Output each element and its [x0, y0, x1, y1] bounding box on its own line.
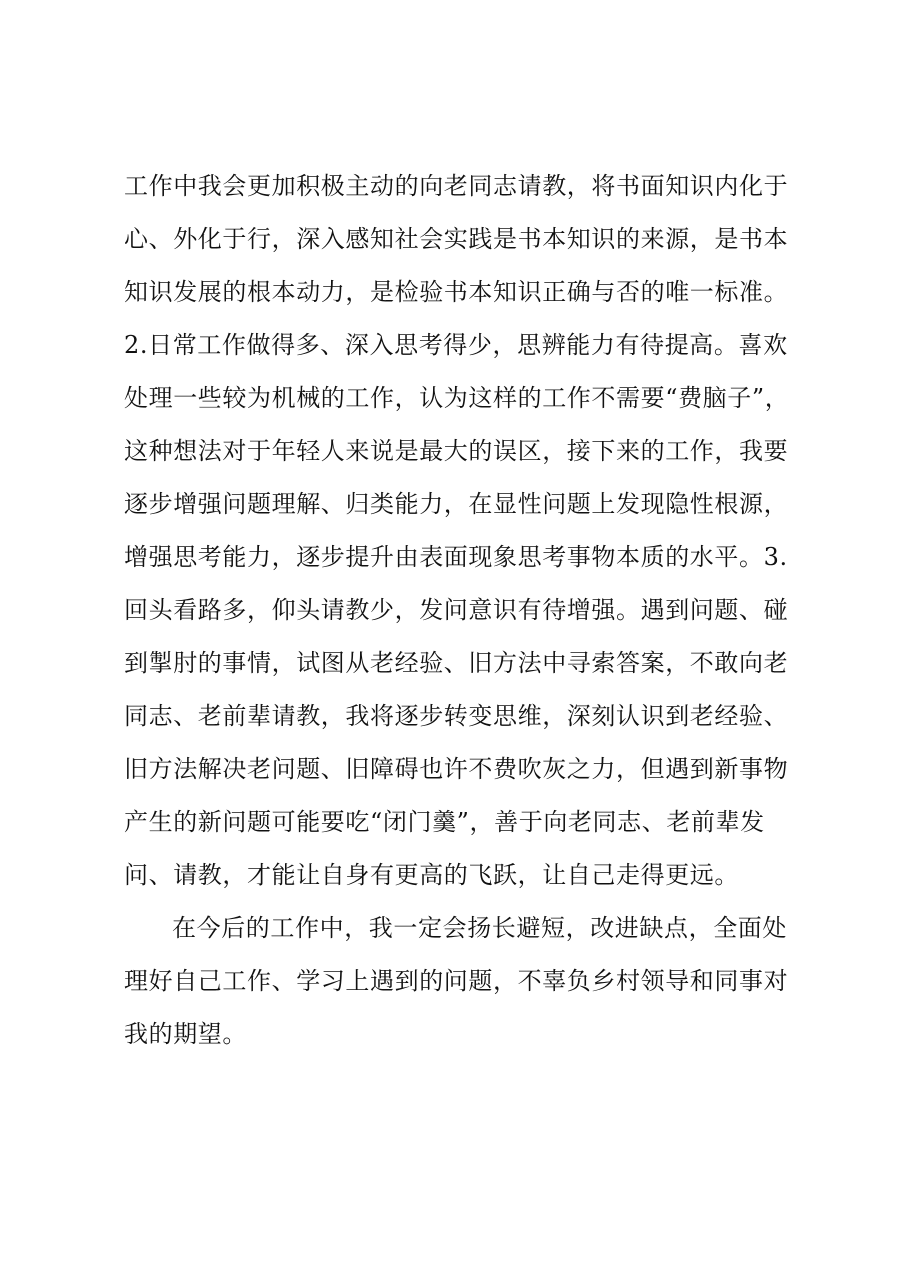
paragraph-line: 回头看路多，仰头请教少，发问意识有待增强。遇到问题、碰 — [124, 596, 789, 624]
document-body — [124, 160, 824, 1061]
paragraph-line: 增强思考能力，逐步提升由表面现象思考事物本质的水平。3. — [124, 543, 788, 571]
paragraph-line: 2.日常工作做得多、深入思考得少，思辨能力有待提高。喜欢 — [124, 331, 788, 359]
paragraph-line: 心、外化于行，深入感知社会实践是书本知识的来源，是书本 — [124, 225, 789, 253]
paragraph-line: 同志、老前辈请教，我将逐步转变思维，深刻认识到老经验、 — [124, 702, 789, 730]
paragraph-line: 这种想法对于年轻人来说是最大的误区，接下来的工作，我要 — [124, 437, 789, 465]
paragraph-line: 我的期望。 — [124, 1020, 247, 1048]
paragraph-line: 旧方法解决老问题、旧障碍也许不费吹灰之力，但遇到新事物 — [124, 755, 789, 783]
paragraph-line: 问、请教，才能让自身有更高的飞跃，让自己走得更远。 — [124, 861, 739, 889]
paragraph-line: 处理一些较为机械的工作，认为这样的工作不需要“费脑子”， — [124, 384, 790, 412]
paragraph-line: 产生的新问题可能要吃“闭门羹”，善于向老同志、老前辈发 — [124, 808, 765, 836]
paragraph-line: 在今后的工作中，我一定会扬长避短，改进缺点，全面处 — [172, 914, 787, 942]
paragraph-line: 到掣肘的事情，试图从老经验、旧方法中寻索答案，不敢向老 — [124, 649, 789, 677]
paragraph-line: 逐步增强问题理解、归类能力，在显性问题上发现隐性根源， — [124, 490, 789, 518]
paragraph-line: 理好自己工作、学习上遇到的问题，不辜负乡村领导和同事对 — [124, 967, 789, 995]
paragraph-1 — [124, 160, 824, 902]
paragraph-2 — [124, 902, 824, 1061]
paragraph-line: 工作中我会更加积极主动的向老同志请教，将书面知识内化于 — [124, 172, 789, 200]
paragraph-line: 知识发展的根本动力，是检验书本知识正确与否的唯一标准。 — [124, 278, 789, 306]
